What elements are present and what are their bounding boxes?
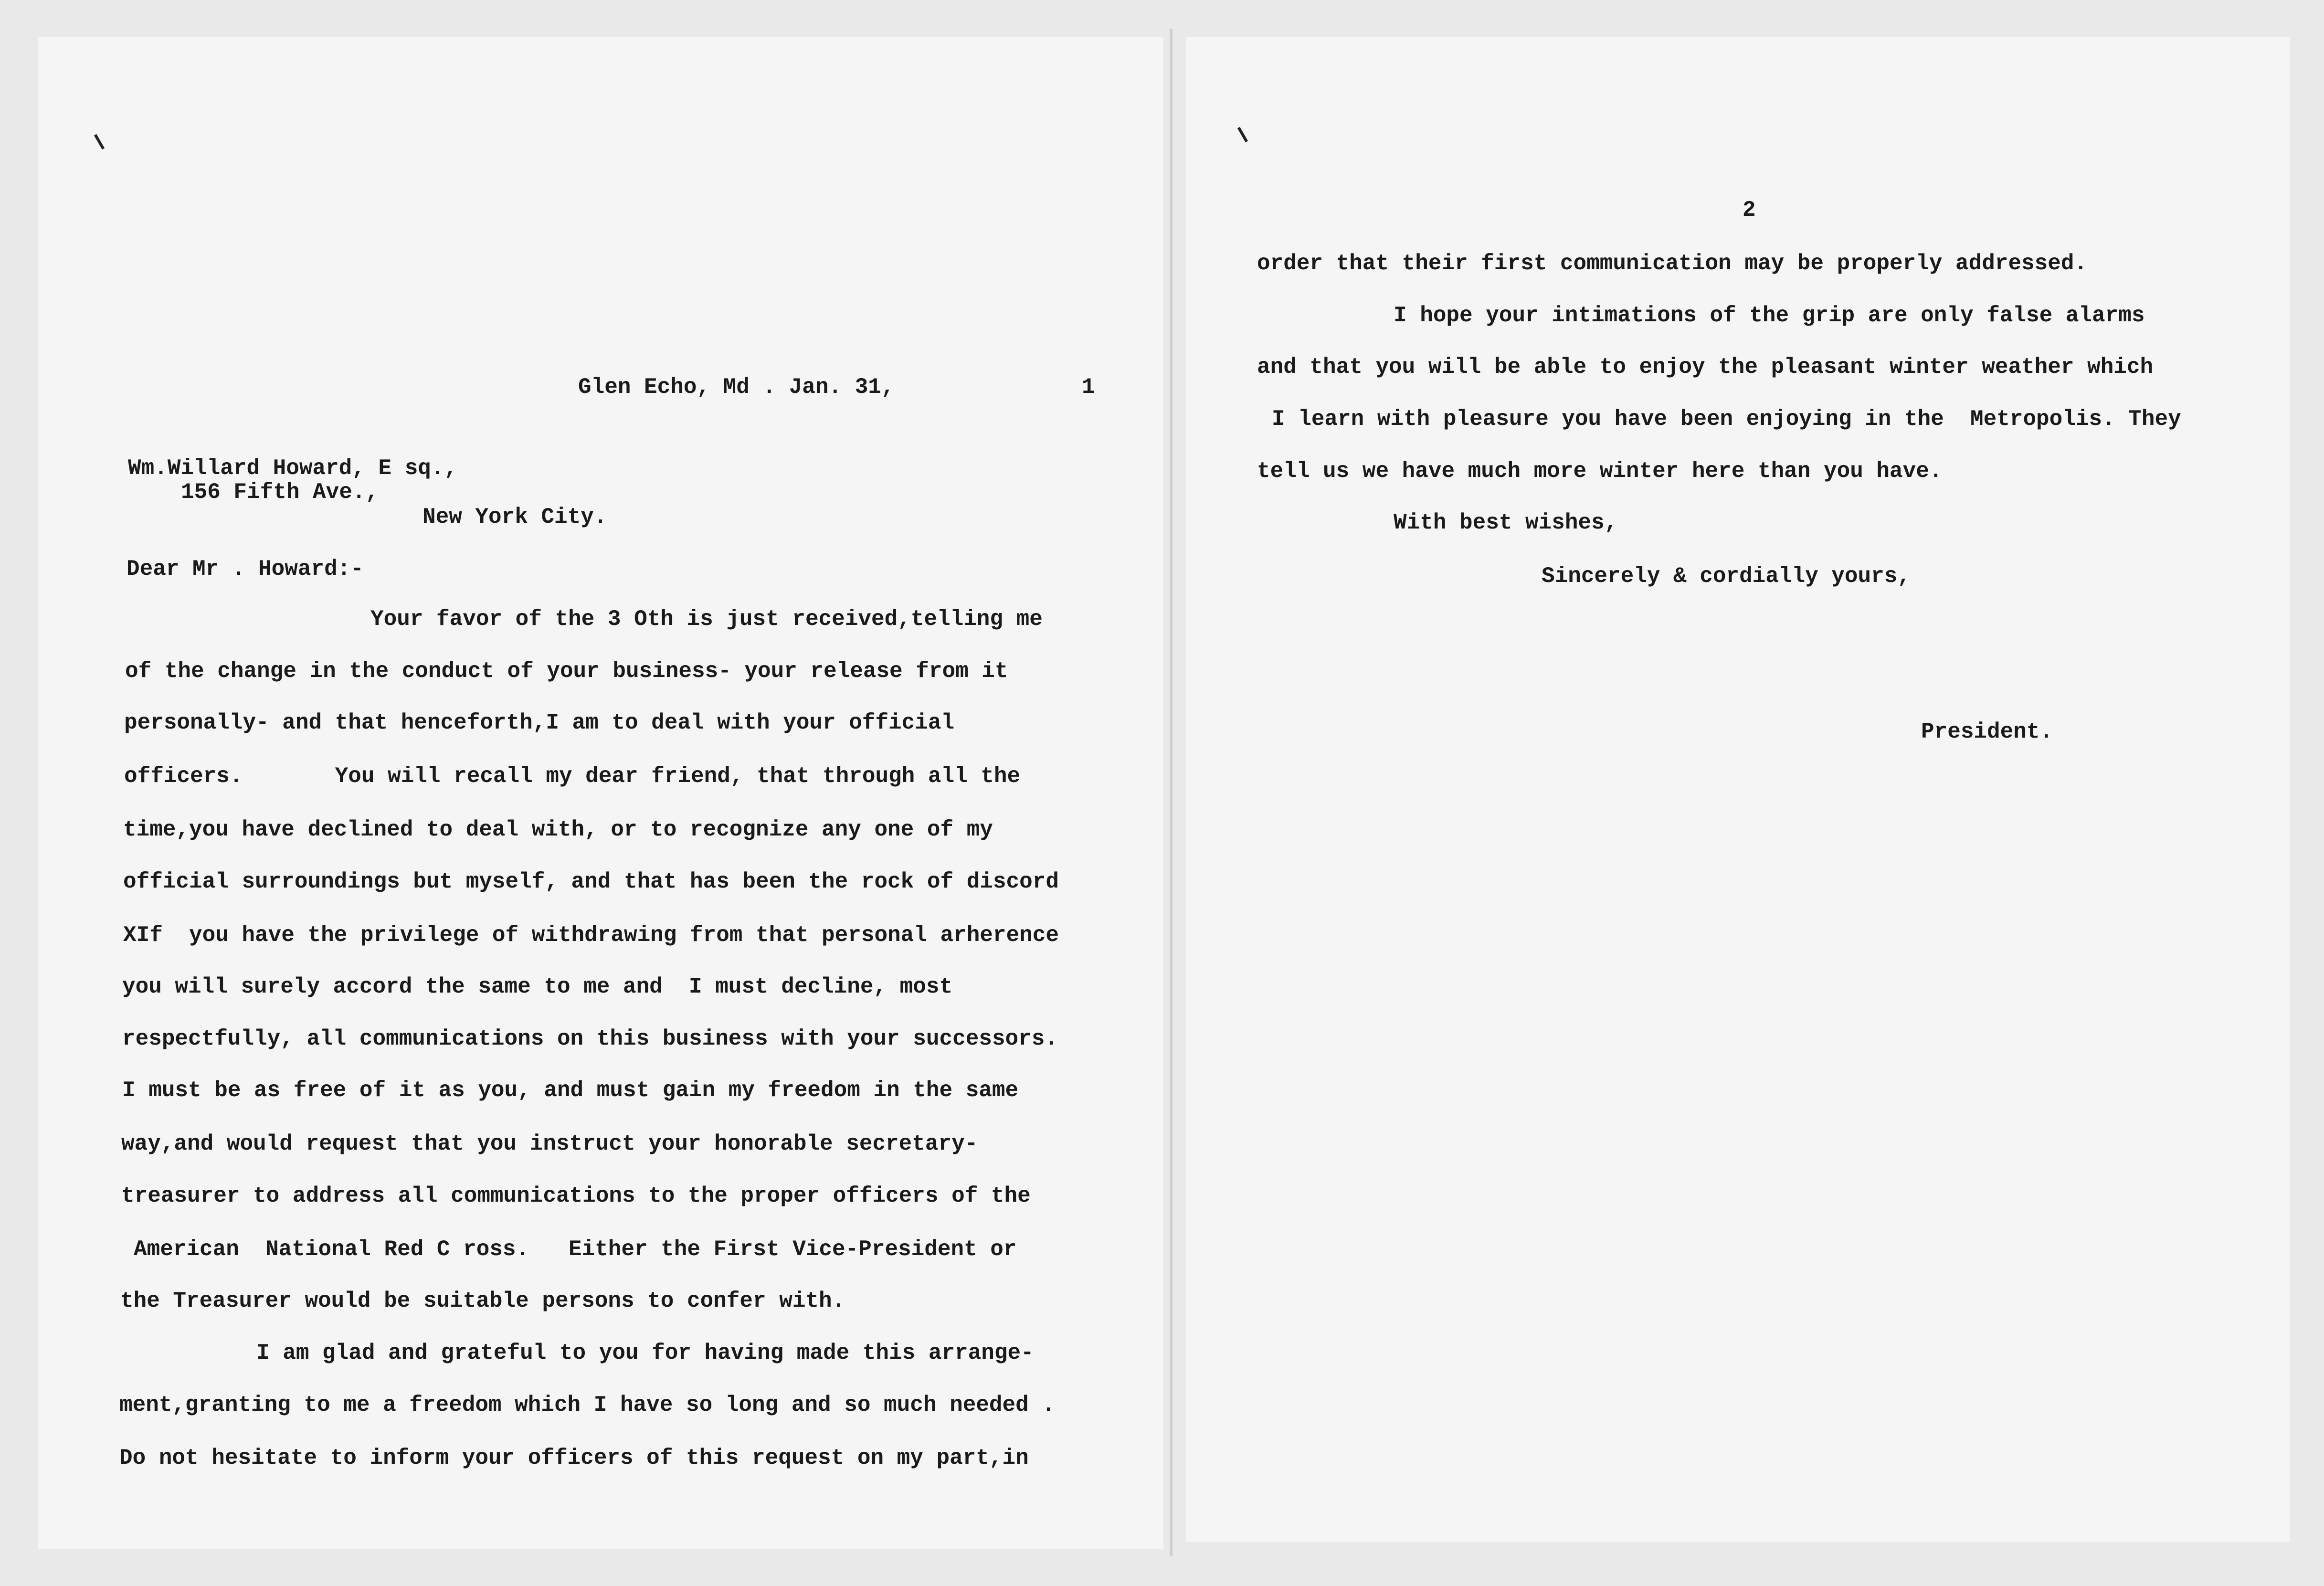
body-line: Your favor of the 3 Oth is just received,telling me [370, 607, 1043, 632]
body-line: way,and would request that you instruct your honorable secretary- [121, 1131, 978, 1156]
body-line: and that you will be able to enjoy the pleasant winter weather which [1257, 355, 2154, 380]
page-number: 2 [1743, 198, 1756, 222]
body-line: respectfully, all communications on this business with your successors. [122, 1026, 1058, 1051]
body-line: I learn with pleasure you have been enjoying in the Metropolis. They [1272, 407, 2181, 432]
body-line: I hope your intimations of the grip are only false alarms [1394, 303, 2145, 328]
body-line: Do not hesitate to inform your officers of this request on my part,in [119, 1446, 1029, 1470]
body-line: official surroundings but myself, and that has been the rock of discord [123, 869, 1059, 894]
body-line: With best wishes, [1394, 510, 1618, 535]
signature-title: President. [1921, 719, 2053, 744]
body-line: personally- and that henceforth,I am to deal with your official [124, 710, 955, 735]
body-line: officers. You will recall my dear friend, that through all the [124, 764, 1021, 789]
body-line: you will surely accord the same to me and I must decline, most [122, 974, 953, 999]
body-line: I must be as free of it as you, and must gain my freedom in the same [122, 1078, 1019, 1103]
closing: Sincerely & cordially yours, [1542, 564, 1911, 589]
body-line: time,you have declined to deal with, or to recognize any one of my [123, 817, 993, 842]
body-line: order that their first communication may be properly addressed. [1257, 251, 2088, 276]
body-line: the Treasurer would be suitable persons to confer with. [120, 1289, 845, 1313]
body-line: I am glad and grateful to you for having made this arrange- [256, 1341, 1034, 1365]
page-number: 1 [1082, 375, 1095, 400]
body-line: ment,granting to me a freedom which I have so long and so much needed . [119, 1393, 1055, 1417]
page-gutter [1170, 29, 1173, 1556]
letter-page-1 [38, 37, 1163, 1549]
address-line: New York City. [423, 505, 607, 529]
body-line: treasurer to address all communications to the proper officers of the [121, 1184, 1031, 1208]
salutation: Dear Mr . Howard:- [127, 557, 364, 582]
address-line: Wm.Willard Howard, E sq., [128, 456, 458, 481]
body-line: American National Red C ross. Either the First Vice-President or [134, 1237, 1017, 1262]
place-date: Glen Echo, Md . Jan. 31, [578, 375, 895, 400]
body-line: of the change in the conduct of your business- your release from it [125, 659, 1008, 684]
body-line: tell us we have much more winter here than you have. [1257, 459, 1943, 484]
address-line: 156 Fifth Ave., [181, 480, 379, 505]
body-line: XIf you have the privilege of withdrawing from that personal arherence [123, 923, 1059, 948]
